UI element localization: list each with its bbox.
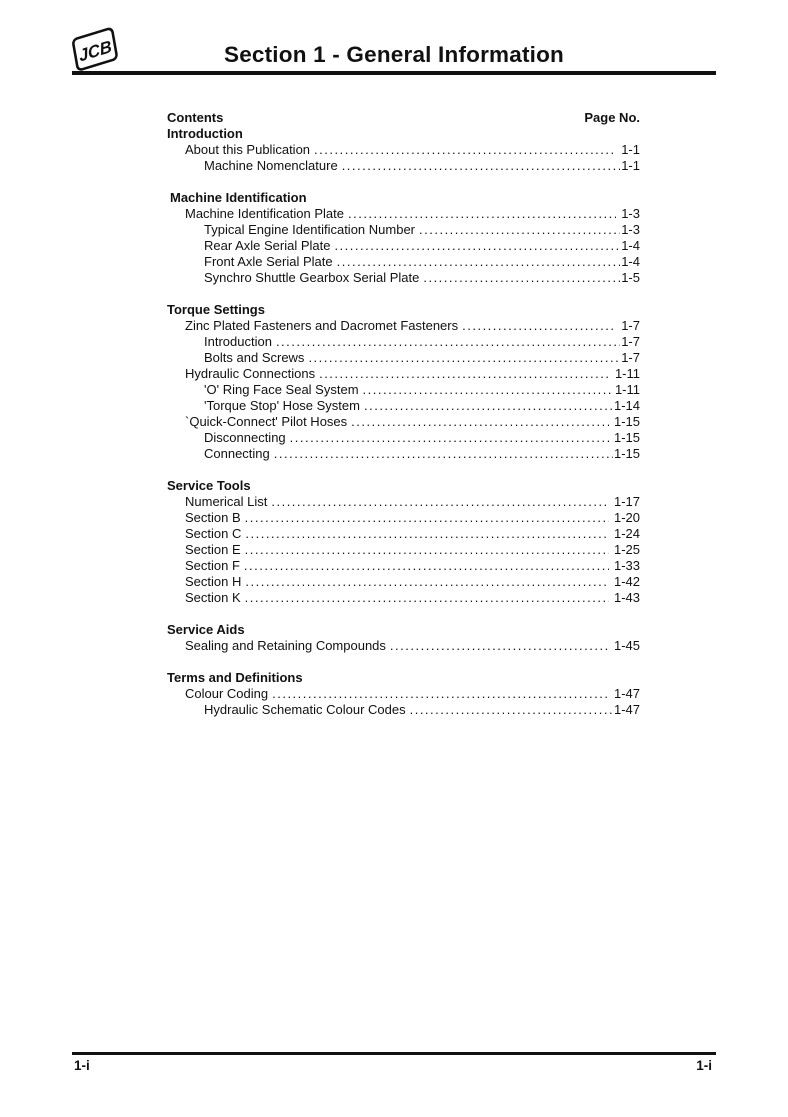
toc-section [167, 190, 640, 286]
toc-row [167, 542, 640, 558]
dot-leader [290, 430, 613, 446]
toc-entry-page: 1-4 [621, 254, 640, 269]
dot-leader [314, 142, 616, 158]
dot-leader [390, 638, 609, 654]
toc-entry-label: Connecting [204, 446, 270, 461]
toc-entry-page: 1-1 [621, 158, 640, 173]
toc-entry-page: 1-47 [613, 702, 640, 717]
toc-entry-label: 'O' Ring Face Seal System [204, 382, 359, 397]
toc-entry-label: Section K [185, 590, 241, 605]
toc-entry-label: Sealing and Retaining Compounds [185, 638, 386, 653]
toc-entry-page: 1-5 [621, 270, 640, 285]
dot-leader [272, 686, 609, 702]
dot-leader [245, 574, 609, 590]
toc-row [167, 526, 640, 542]
toc-row [167, 414, 640, 430]
dot-leader [342, 158, 621, 174]
toc-entry-label: Section B [185, 510, 241, 525]
toc-row [167, 638, 640, 654]
toc-row [167, 702, 640, 718]
toc-row [167, 366, 640, 382]
toc-row [167, 398, 640, 414]
toc-entry-label: Colour Coding [185, 686, 269, 701]
toc-column-headers [167, 110, 640, 126]
toc-entry-label: Machine Nomenclature [204, 158, 338, 173]
toc-row [167, 510, 640, 526]
toc-row [167, 318, 640, 334]
toc-row [167, 270, 640, 286]
toc-section-heading: Service Tools [167, 478, 251, 493]
toc-entry-label: 'Torque Stop' Hose System [204, 398, 360, 413]
toc-entry-label: Typical Engine Identification Number [204, 222, 416, 237]
footer-rule [72, 1052, 716, 1055]
footer-page-number-left: 1-i [74, 1058, 90, 1073]
toc-row [167, 430, 640, 446]
toc-row [167, 350, 640, 366]
toc-row [167, 494, 640, 510]
toc-row [167, 446, 640, 462]
jcb-logo-text: JCB [77, 36, 114, 66]
toc-entry-page: 1-45 [613, 638, 640, 653]
toc-section-heading: Introduction [167, 126, 243, 141]
toc-entry-label: Section C [185, 526, 242, 541]
toc-section [167, 670, 640, 718]
toc-entry-page: 1-4 [621, 238, 640, 253]
toc-section [167, 302, 640, 462]
toc-entry-page: 1-20 [613, 510, 640, 525]
dot-leader [308, 350, 620, 366]
toc-row [167, 254, 640, 270]
toc-row [167, 206, 640, 222]
footer-page-number-right: 1-i [696, 1058, 712, 1073]
toc-entry-page: 1-43 [613, 590, 640, 605]
toc-section [167, 622, 640, 654]
dot-leader [245, 510, 609, 526]
section-title: Section 1 - General Information [223, 42, 564, 67]
toc-entry-page: 1-17 [613, 494, 640, 509]
toc-section [167, 126, 640, 174]
toc-entry-label: Hydraulic Schematic Colour Codes [204, 702, 406, 717]
toc-entry-label: Section E [185, 542, 241, 557]
toc-entry-label: Numerical List [185, 494, 268, 509]
toc-row [167, 334, 640, 350]
dot-leader [274, 446, 613, 462]
toc-entry-page: 1-7 [621, 318, 640, 333]
toc-entry-label: Introduction [204, 334, 272, 349]
toc-entry-label: Synchro Shuttle Gearbox Serial Plate [204, 270, 420, 285]
dot-leader [363, 382, 614, 398]
toc-entry-label: Section F [185, 558, 240, 573]
toc-row [167, 590, 640, 606]
toc-entry-page: 1-3 [621, 222, 640, 237]
dot-leader [244, 558, 609, 574]
toc-entry-label: `Quick-Connect' Pilot Hoses [185, 414, 348, 429]
toc-row [167, 574, 640, 590]
toc-entry-label: Hydraulic Connections [185, 366, 316, 381]
dot-leader [351, 414, 609, 430]
toc-entry-page: 1-3 [621, 206, 640, 221]
toc-entry-page: 1-7 [621, 350, 640, 365]
toc-entry-label: Machine Identification Plate [185, 206, 344, 221]
toc-row [167, 142, 640, 158]
page-no-heading: Page No. [584, 110, 640, 125]
dot-leader [276, 334, 620, 350]
dot-leader [334, 238, 620, 254]
contents-heading: Contents [167, 110, 224, 125]
toc-entry-page: 1-15 [613, 430, 640, 445]
toc-entry-page: 1-15 [613, 446, 640, 461]
toc-row [167, 558, 640, 574]
toc-entry-label: Disconnecting [204, 430, 286, 445]
toc-entry-label: Bolts and Screws [204, 350, 305, 365]
dot-leader [319, 366, 610, 382]
toc-section-heading: Terms and Definitions [167, 670, 303, 685]
toc-entry-page: 1-25 [613, 542, 640, 557]
toc-section [167, 478, 640, 606]
dot-leader [423, 270, 620, 286]
toc-entry-page: 1-11 [614, 366, 640, 381]
toc-entry-label: Section H [185, 574, 242, 589]
toc-entry-label: Rear Axle Serial Plate [204, 238, 331, 253]
table-of-contents [167, 110, 640, 718]
toc-entry-page: 1-42 [613, 574, 640, 589]
toc-entry-label: Zinc Plated Fasteners and Dacromet Fasteners [185, 318, 459, 333]
toc-section-heading: Machine Identification [170, 190, 307, 205]
toc-sections [167, 126, 640, 718]
toc-entry-label: Front Axle Serial Plate [204, 254, 333, 269]
toc-section-heading: Torque Settings [167, 302, 265, 317]
dot-leader [337, 254, 621, 270]
header-rule [72, 71, 716, 75]
dot-leader [462, 318, 616, 334]
toc-entry-page: 1-15 [613, 414, 640, 429]
dot-leader [410, 702, 613, 718]
toc-row [167, 158, 640, 174]
toc-entry-page: 1-33 [613, 558, 640, 573]
toc-entry-page: 1-14 [613, 398, 640, 413]
toc-entry-page: 1-1 [621, 142, 640, 157]
dot-leader [419, 222, 620, 238]
dot-leader [271, 494, 609, 510]
toc-entry-page: 1-47 [613, 686, 640, 701]
toc-entry-page: 1-11 [614, 382, 640, 397]
toc-entry-label: About this Publication [185, 142, 311, 157]
dot-leader [364, 398, 613, 414]
toc-row [167, 382, 640, 398]
toc-row [167, 686, 640, 702]
dot-leader [245, 542, 609, 558]
toc-entry-page: 1-7 [621, 334, 640, 349]
dot-leader [245, 590, 609, 606]
toc-row [167, 238, 640, 254]
toc-row [167, 222, 640, 238]
toc-section-heading: Service Aids [167, 622, 245, 637]
dot-leader [348, 206, 616, 222]
dot-leader [245, 526, 609, 542]
toc-entry-page: 1-24 [613, 526, 640, 541]
